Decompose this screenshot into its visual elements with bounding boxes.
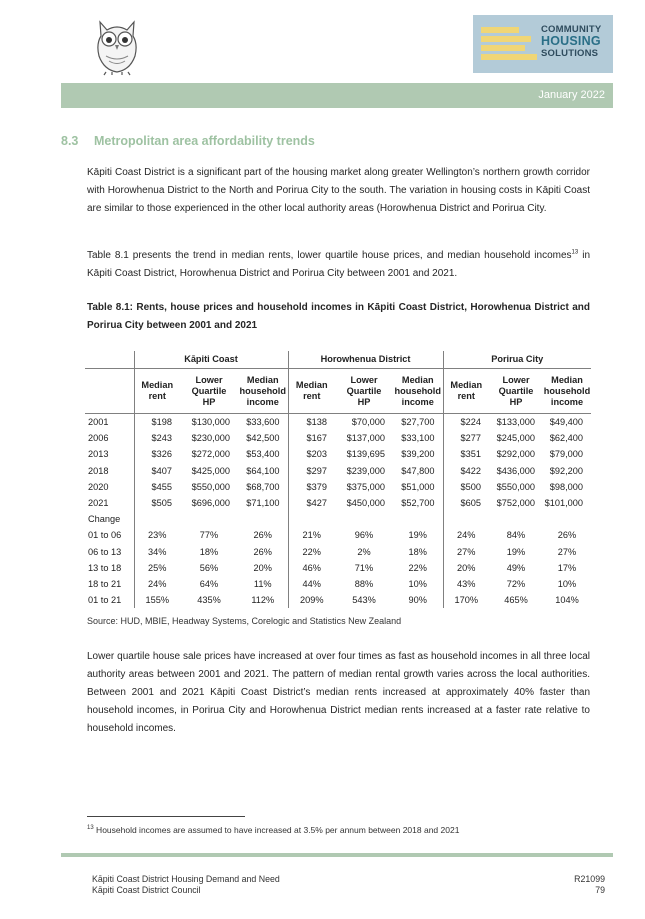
group-header: Horowhenua District <box>288 351 443 369</box>
table-cell: 43% <box>443 576 489 592</box>
footnote-ref[interactable]: 13 <box>571 249 579 256</box>
brand-logo <box>473 15 613 73</box>
row-label: 06 to 13 <box>88 546 122 557</box>
header-text: Median <box>295 380 328 390</box>
table-cell: $130,000 <box>191 417 230 428</box>
header-text: Median <box>551 374 583 385</box>
table-cell: $33,100 <box>401 433 435 444</box>
table-cell <box>180 511 238 527</box>
footer-left <box>92 874 280 896</box>
table-cell: 19% <box>506 546 526 557</box>
table-cell: $33,600 <box>246 417 280 428</box>
table-cell: $62,400 <box>549 433 583 444</box>
section-heading <box>61 134 315 148</box>
table-cell <box>443 511 489 527</box>
group-header: Kāpiti Coast <box>134 351 288 369</box>
table-cell: $79,000 <box>549 449 583 460</box>
table-row <box>85 414 591 431</box>
table-cell: $101,000 <box>544 498 583 509</box>
footnote-divider <box>87 816 245 817</box>
footer-right <box>574 874 605 896</box>
table-cell: 11% <box>253 578 272 589</box>
row-label: 13 to 18 <box>88 562 122 573</box>
header-text: household <box>543 385 591 396</box>
row-label: 2020 <box>88 481 109 492</box>
table-cell: 18% <box>199 546 219 557</box>
table-cell: $167 <box>288 430 335 446</box>
table-cell <box>489 511 543 527</box>
table-cell: 26% <box>253 530 272 541</box>
table-cell: 56% <box>199 562 219 573</box>
column-header <box>393 369 443 414</box>
table-cell: $752,000 <box>496 498 535 509</box>
header-text: HP <box>357 396 371 407</box>
table-row <box>85 479 591 495</box>
table-cell: $505 <box>134 495 180 511</box>
table-cell: 112% <box>251 595 275 606</box>
table-row <box>85 511 591 527</box>
section-title: Metropolitan area affordability trends <box>94 134 315 148</box>
table-cell: $239,000 <box>346 465 385 476</box>
table-cell <box>393 511 443 527</box>
table-cell: 24% <box>134 576 180 592</box>
table-cell: $425,000 <box>191 465 230 476</box>
table-row <box>85 430 591 446</box>
header-blank <box>85 351 134 369</box>
table-cell <box>288 511 335 527</box>
table-cell: 26% <box>557 530 577 541</box>
table-cell: 96% <box>354 530 374 541</box>
table-cell: $379 <box>288 479 335 495</box>
table-cell: $42,500 <box>246 433 280 444</box>
table-row <box>85 592 591 608</box>
table-cell: 20% <box>253 562 272 573</box>
row-label: 01 to 06 <box>88 530 122 541</box>
table-cell: 27% <box>443 544 489 560</box>
table-cell: $550,000 <box>496 481 535 492</box>
paragraph-conclusion: Lower quartile house sale prices have increased at over four times as fast as household incomes in all three local authority areas between 2001 and 2021. The pattern of median rental growth varies across the local authorities. Between 2001 and 2021 Kāpiti Coast District’s median rents increased at approximately 40% faster than household incomes, in Porirua City and Horowhenua District median rents increased at a faster rate relative to household incomes. <box>87 651 590 734</box>
paragraph-text: Table 8.1 presents the trend in median rents, lower quartile house prices, and median household incomes <box>87 250 572 261</box>
footer-report-title: Kāpiti Coast District Housing Demand and Need <box>92 874 280 884</box>
table-cell: $52,700 <box>401 498 435 509</box>
table-cell <box>134 511 180 527</box>
column-header <box>180 369 238 414</box>
header-text: Lower <box>502 374 530 385</box>
table-cell: $92,200 <box>549 465 583 476</box>
table-row <box>85 495 591 511</box>
table-cell: $39,200 <box>401 449 435 460</box>
column-header <box>134 369 180 414</box>
stacked-bars-icon <box>481 27 537 61</box>
table-row <box>85 544 591 560</box>
header-text: Lower <box>350 374 378 385</box>
table-cell: $375,000 <box>346 481 385 492</box>
table-cell: 49% <box>506 562 526 573</box>
table-cell: 209% <box>288 592 335 608</box>
table-cell: $407 <box>134 463 180 479</box>
header-band <box>61 83 613 108</box>
table-cell: $245,000 <box>496 433 535 444</box>
table-cell: 90% <box>408 595 427 606</box>
table-cell: $64,100 <box>246 465 280 476</box>
header-text: Quartile <box>498 385 534 396</box>
table-group-header-row <box>85 351 591 369</box>
table-cell: $137,000 <box>346 433 385 444</box>
table-cell: $605 <box>443 495 489 511</box>
brand-line-3: SOLUTIONS <box>541 48 599 59</box>
column-header <box>238 369 288 414</box>
table-cell: $450,000 <box>346 498 385 509</box>
table-cell: $138 <box>288 414 335 431</box>
table-cell: 104% <box>555 595 579 606</box>
header-text: rent <box>457 391 475 401</box>
table-cell: 27% <box>557 546 577 557</box>
table-cell: 2% <box>357 546 371 557</box>
header-text: Lower <box>195 374 223 385</box>
table-cell: 88% <box>354 578 374 589</box>
table-cell: 465% <box>504 595 528 606</box>
table-cell: 435% <box>197 595 221 606</box>
table-cell: 23% <box>134 527 180 543</box>
page-number: 79 <box>595 885 605 895</box>
table-cell: $224 <box>443 414 489 431</box>
table-cell <box>335 511 393 527</box>
footer-report-id: R21099 <box>574 874 605 884</box>
table-cell: $696,000 <box>191 498 230 509</box>
table-cell: 84% <box>506 530 526 541</box>
table-cell: $297 <box>288 463 335 479</box>
table-cell: $272,000 <box>191 449 230 460</box>
table-cell: $27,700 <box>401 417 435 428</box>
brand-line-2: HOUSING <box>541 34 601 48</box>
row-label: 2021 <box>88 498 109 509</box>
table-cell: $98,000 <box>549 481 583 492</box>
header-text: Median <box>141 380 174 390</box>
table-cell: 170% <box>443 592 489 608</box>
header-text: HP <box>202 396 216 407</box>
table-cell: $133,000 <box>496 417 535 428</box>
table-cell: 72% <box>506 578 526 589</box>
table-cell: 18% <box>408 546 427 557</box>
table-cell: 10% <box>557 578 577 589</box>
paragraph-table-intro <box>87 247 590 283</box>
row-label: 2001 <box>88 417 109 428</box>
footnote <box>87 825 459 835</box>
row-label: Change <box>88 514 121 525</box>
header-text: Median <box>450 380 483 390</box>
table-cell: $203 <box>288 446 335 462</box>
table-cell: $53,400 <box>246 449 280 460</box>
header-text: household <box>239 385 286 396</box>
table-cell: $351 <box>443 446 489 462</box>
table-cell: 77% <box>199 530 219 541</box>
section-number: 8.3 <box>61 134 79 148</box>
table-cell: 10% <box>408 578 427 589</box>
header-text: income <box>401 396 434 407</box>
header-text: Quartile <box>191 385 227 396</box>
table-cell: $68,700 <box>246 481 280 492</box>
table-cell: 25% <box>134 560 180 576</box>
table-cell: 543% <box>352 595 376 606</box>
table-cell: 46% <box>288 560 335 576</box>
table-cell: $243 <box>134 430 180 446</box>
table-cell: $326 <box>134 446 180 462</box>
table-cell: 20% <box>443 560 489 576</box>
table-source: Source: HUD, MBIE, Headway Systems, Corelogic and Statistics New Zealand <box>87 616 402 626</box>
table-column-header-row <box>85 369 591 414</box>
table-cell: $292,000 <box>496 449 535 460</box>
header-text: income <box>550 396 584 407</box>
row-label: 2006 <box>88 433 109 444</box>
table-cell: $500 <box>443 479 489 495</box>
table-cell <box>543 511 591 527</box>
header-text: HP <box>509 396 523 407</box>
column-header <box>489 369 543 414</box>
table-cell: $550,000 <box>191 481 230 492</box>
table-cell <box>238 511 288 527</box>
header-blank <box>85 369 134 414</box>
column-header <box>335 369 393 414</box>
header-text: rent <box>148 391 166 401</box>
table-cell: $198 <box>134 414 180 431</box>
table-cell: $277 <box>443 430 489 446</box>
table-cell: $427 <box>288 495 335 511</box>
row-label: 18 to 21 <box>88 578 122 589</box>
table-cell: $51,000 <box>401 481 435 492</box>
table-cell: 34% <box>134 544 180 560</box>
row-label: 2013 <box>88 449 109 460</box>
table-cell: $139,695 <box>346 449 385 460</box>
column-header <box>288 369 335 414</box>
paragraph-intro: Kāpiti Coast District is a significant part of the housing market along greater Wellington’s northern growth corridor with Horowhenua District to the North and Porirua City to the south. The variation in housing costs in Kāpiti Coast are similar to those experienced in the other local authority areas (Horowhenua District and Porirua City. <box>87 167 590 214</box>
header-text: income <box>246 396 279 407</box>
table-cell: 26% <box>253 546 272 557</box>
footer-band <box>61 853 613 857</box>
header-text: Quartile <box>346 385 382 396</box>
brand-name <box>541 24 601 59</box>
table-cell: 22% <box>408 562 427 573</box>
table-body <box>85 414 591 609</box>
table-row <box>85 463 591 479</box>
header-text: household <box>394 385 441 396</box>
table-cell: 21% <box>288 527 335 543</box>
header-text: Median <box>401 374 434 385</box>
table-cell: $455 <box>134 479 180 495</box>
table-cell: $70,000 <box>351 417 385 428</box>
column-header <box>543 369 591 414</box>
row-label: 01 to 21 <box>88 595 122 606</box>
data-table <box>85 351 591 608</box>
brand-line-1: COMMUNITY <box>541 24 602 35</box>
table-cell: $71,100 <box>246 498 280 509</box>
table-cell: $47,800 <box>401 465 435 476</box>
footnote-mark: 13 <box>87 825 94 832</box>
group-header: Porirua City <box>443 351 591 369</box>
column-header <box>443 369 489 414</box>
table-cell: $436,000 <box>496 465 535 476</box>
footnote-text: Household incomes are assumed to have increased at 3.5% per annum between 2018 and 2021 <box>93 825 460 835</box>
table-cell: 17% <box>557 562 577 573</box>
table-cell: $230,000 <box>191 433 230 444</box>
table-cell: $49,400 <box>549 417 583 428</box>
table-row <box>85 446 591 462</box>
table-cell: 44% <box>288 576 335 592</box>
row-label: 2018 <box>88 465 109 476</box>
header-text: Median <box>246 374 279 385</box>
table-cell: 24% <box>443 527 489 543</box>
table-row <box>85 576 591 592</box>
header-text: rent <box>303 391 321 401</box>
table-cell: $422 <box>443 463 489 479</box>
report-date: January 2022 <box>538 89 605 101</box>
table-cell: 71% <box>354 562 374 573</box>
table-cell: 19% <box>408 530 427 541</box>
owl-logo-icon <box>92 14 142 76</box>
table-cell: 64% <box>199 578 219 589</box>
table-caption: Table 8.1: Rents, house prices and household incomes in Kāpiti Coast District, Horowhenua District and Porirua City between 2001 and 2021 <box>87 302 590 331</box>
footer-client: Kāpiti Coast District Council <box>92 885 201 895</box>
paragraph-text: in Kāpiti Coast District, Horowhenua District and Porirua City between 2001 and 2021. <box>87 250 591 279</box>
table-row <box>85 527 591 543</box>
table-row <box>85 560 591 576</box>
table-cell: 155% <box>134 592 180 608</box>
table-cell: 22% <box>288 544 335 560</box>
